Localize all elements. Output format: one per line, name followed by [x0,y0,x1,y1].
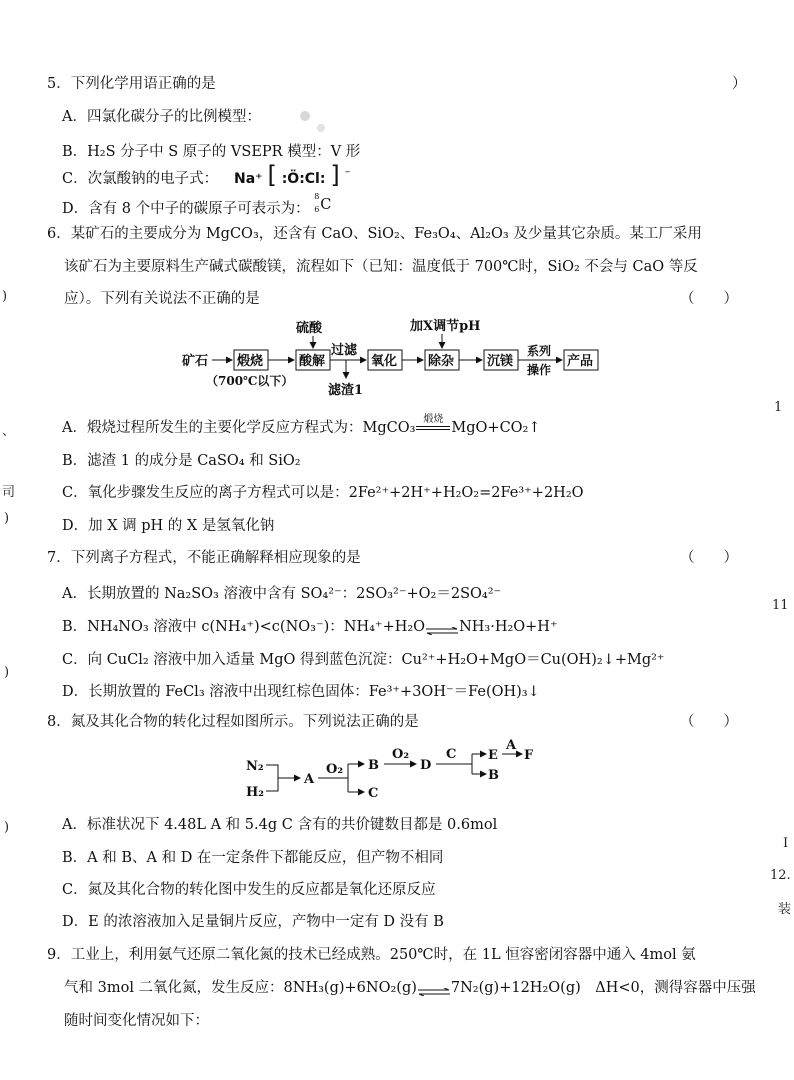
q6-option-a-suffix: MgO+CO₂↑ [451,420,541,436]
q8-option-a: A．标准状况下 4.48L A 和 5.4g C 含有的共价键数目都是 0.6mol [62,817,498,833]
margin-right-1: 1 [774,400,783,415]
node-b-first: B [368,758,379,773]
q5-option-a: A．四氯化碳分子的比例模型： [62,109,261,125]
reagent-acid: 硫酸 [296,321,323,336]
label-c-second: C [446,747,457,762]
q8-option-d: D．E 的浓溶液加入足量铜片反应，产物中一定有 D 没有 B [62,914,444,930]
q9-stem-line2-suffix: 7N₂(g)+12H₂O(g) ΔH<0，测得容器中压强 [450,980,756,996]
q6-stem-line2: 该矿石为主要原料生产碱式碳酸镁，流程如下（已知：温度低于 700℃时，SiO₂ 不会与 CaO 等反 [64,259,698,275]
flow-start: 矿石 [182,354,209,369]
node-f: F [524,748,534,763]
q9-stem-line1: 9．工业上，利用氨气还原二氧化氮的技术已经成熟。250℃时，在 1L 恒容密闭容器中通入 4mol 氨 [47,947,696,963]
q9-stem-line2 [64,976,756,997]
process-flow-diagram [180,312,620,402]
label-o2-second: O₂ [392,747,410,762]
calcine-condition: （700℃以下） [206,374,294,388]
q8-stem: 8．氮及其化合物的转化过程如图所示。下列说法正确的是 [47,714,419,730]
q6-option-c: C．氧化步骤发生反应的离子方程式可以是：2Fe²⁺+2H⁺+H₂O₂=2Fe³⁺+2H₂O [62,485,584,501]
series-ops-line2: 操作 [527,363,552,377]
q6-stem-line3: 应）。下列有关说法不正确的是 [64,291,260,307]
node-e: E [488,748,498,763]
q8-option-b: B．A 和 B、A 和 D 在一定条件下都能反应，但产物不相同 [62,850,444,866]
isotope-atomic: 6 [314,205,320,214]
margin-right-2: 11 [772,598,789,613]
calcine-cond-text: 煅烧 [423,414,444,425]
node-a: A [304,772,315,787]
step-purify: 除杂 [428,354,455,369]
margin-left-4: ) [4,511,10,526]
label-a-second: A [506,738,517,753]
left-bracket: [ [267,161,277,189]
q5-option-d-prefix: D．含有 8 个中子的碳原子可表示为： [62,201,310,217]
isotope-mass: 8 [314,192,320,201]
residue-1: 滤渣1 [328,383,364,398]
step-calcine: 煅烧 [237,354,264,369]
reversible-arrow [425,623,459,631]
q5-paren: ） [732,76,747,92]
q9-stem-line2-prefix: 气和 3mol 二氧化氮，发生反应：8NH₃(g)+6NO₂(g) [64,980,417,996]
q7-stem: 7．下列离子方程式，不能正确解释相应现象的是 [47,550,361,566]
series-ops-line1: 系列 [527,344,552,358]
ocl-dots: :Ö:Cl: [281,171,326,187]
isotope-symbol [314,192,332,214]
q5-option-d [62,192,332,218]
node-c-first: C [368,786,379,801]
node-b-second: B [488,768,499,783]
label-filter: 过滤 [331,343,358,358]
q8-option-c: C．氮及其化合物的转化图中发生的反应都是氧化还原反应 [62,882,436,898]
q6-stem-line1: 6．某矿石的主要成分为 MgCO₃，还含有 CaO、SiO₂、Fe₃O₄、Al₂O₃ 及少量其它杂质。某工厂采用 [47,226,702,242]
q8-paren: （ ） [680,714,738,730]
q7-option-b-prefix: B．NH₄NO₃ 溶液中 c(NH₄⁺)<c(NO₃⁻)：NH₄⁺+H₂O [62,619,426,635]
q7-option-a: A．长期放置的 Na₂SO₃ 溶液中含有 SO₄²⁻：2SO₃²⁻+O₂＝2SO₄²⁻ [62,586,502,602]
q5-option-b: B．H₂S 分子中 S 原子的 VSEPR 模型：V 形 [62,144,361,160]
naclo-electron-formula [234,161,350,189]
node-h2: H₂ [246,785,264,800]
q5-option-c-prefix: C．次氯酸钠的电子式： [62,171,219,187]
q5-stem: 5．下列化学用语正确的是 [47,76,216,92]
step-product: 产品 [567,354,594,369]
margin-left-3: 司 [2,485,16,500]
margin-left-1: ) [2,289,8,304]
step-precipitate: 沉镁 [487,354,514,369]
node-d: D [420,758,432,773]
reversible-arrow-q9 [417,984,451,992]
margin-left-5: ) [4,665,10,680]
nitrogen-transform-diagram [242,738,542,808]
q6-option-a-prefix: A．煅烧过程所发生的主要化学反应方程式为：MgCO₃ [62,420,416,436]
charge: ⁻ [344,167,351,181]
q7-option-c: C．向 CuCl₂ 溶液中加入适量 MgO 得到蓝色沉淀：Cu²⁺+H₂O+MgO＝Cu(OH)₂↓+Mg²⁺ [62,652,665,668]
label-o2-first: O₂ [326,762,344,777]
q7-paren: （ ） [680,550,738,566]
margin-right-4: 12. [770,868,791,883]
margin-left-2: 、 [2,424,16,439]
calcine-condition-arrow [415,414,451,436]
q6-option-d: D．加 X 调 pH 的 X 是氢氧化钠 [62,518,275,534]
q7-option-b [62,615,558,636]
margin-left-6: ) [4,820,10,835]
step-acid: 酸解 [299,354,326,369]
q6-option-a [62,416,541,437]
step-oxidize: 氧化 [371,354,398,369]
na-ion: Na⁺ [234,171,263,187]
isotope-element: C [320,197,332,213]
q7-option-b-suffix: NH₃·H₂O+H⁺ [459,619,558,635]
q6-option-b: B．滤渣 1 的成分是 CaSO₄ 和 SiO₂ [62,453,301,469]
margin-right-3: I [783,836,789,851]
node-n2: N₂ [246,759,264,774]
reagent-x: 加X调节pH [410,319,481,334]
q6-paren: （ ） [680,291,738,307]
q9-stem-line3: 随时间变化情况如下： [64,1013,209,1029]
ccl4-model-image [296,100,330,134]
q7-option-d: D．长期放置的 FeCl₃ 溶液中出现红棕色固体：Fe³⁺+3OH⁻＝Fe(OH)₃↓ [62,684,540,700]
margin-right-5: 装 [778,902,792,917]
right-bracket: ] [330,161,340,189]
